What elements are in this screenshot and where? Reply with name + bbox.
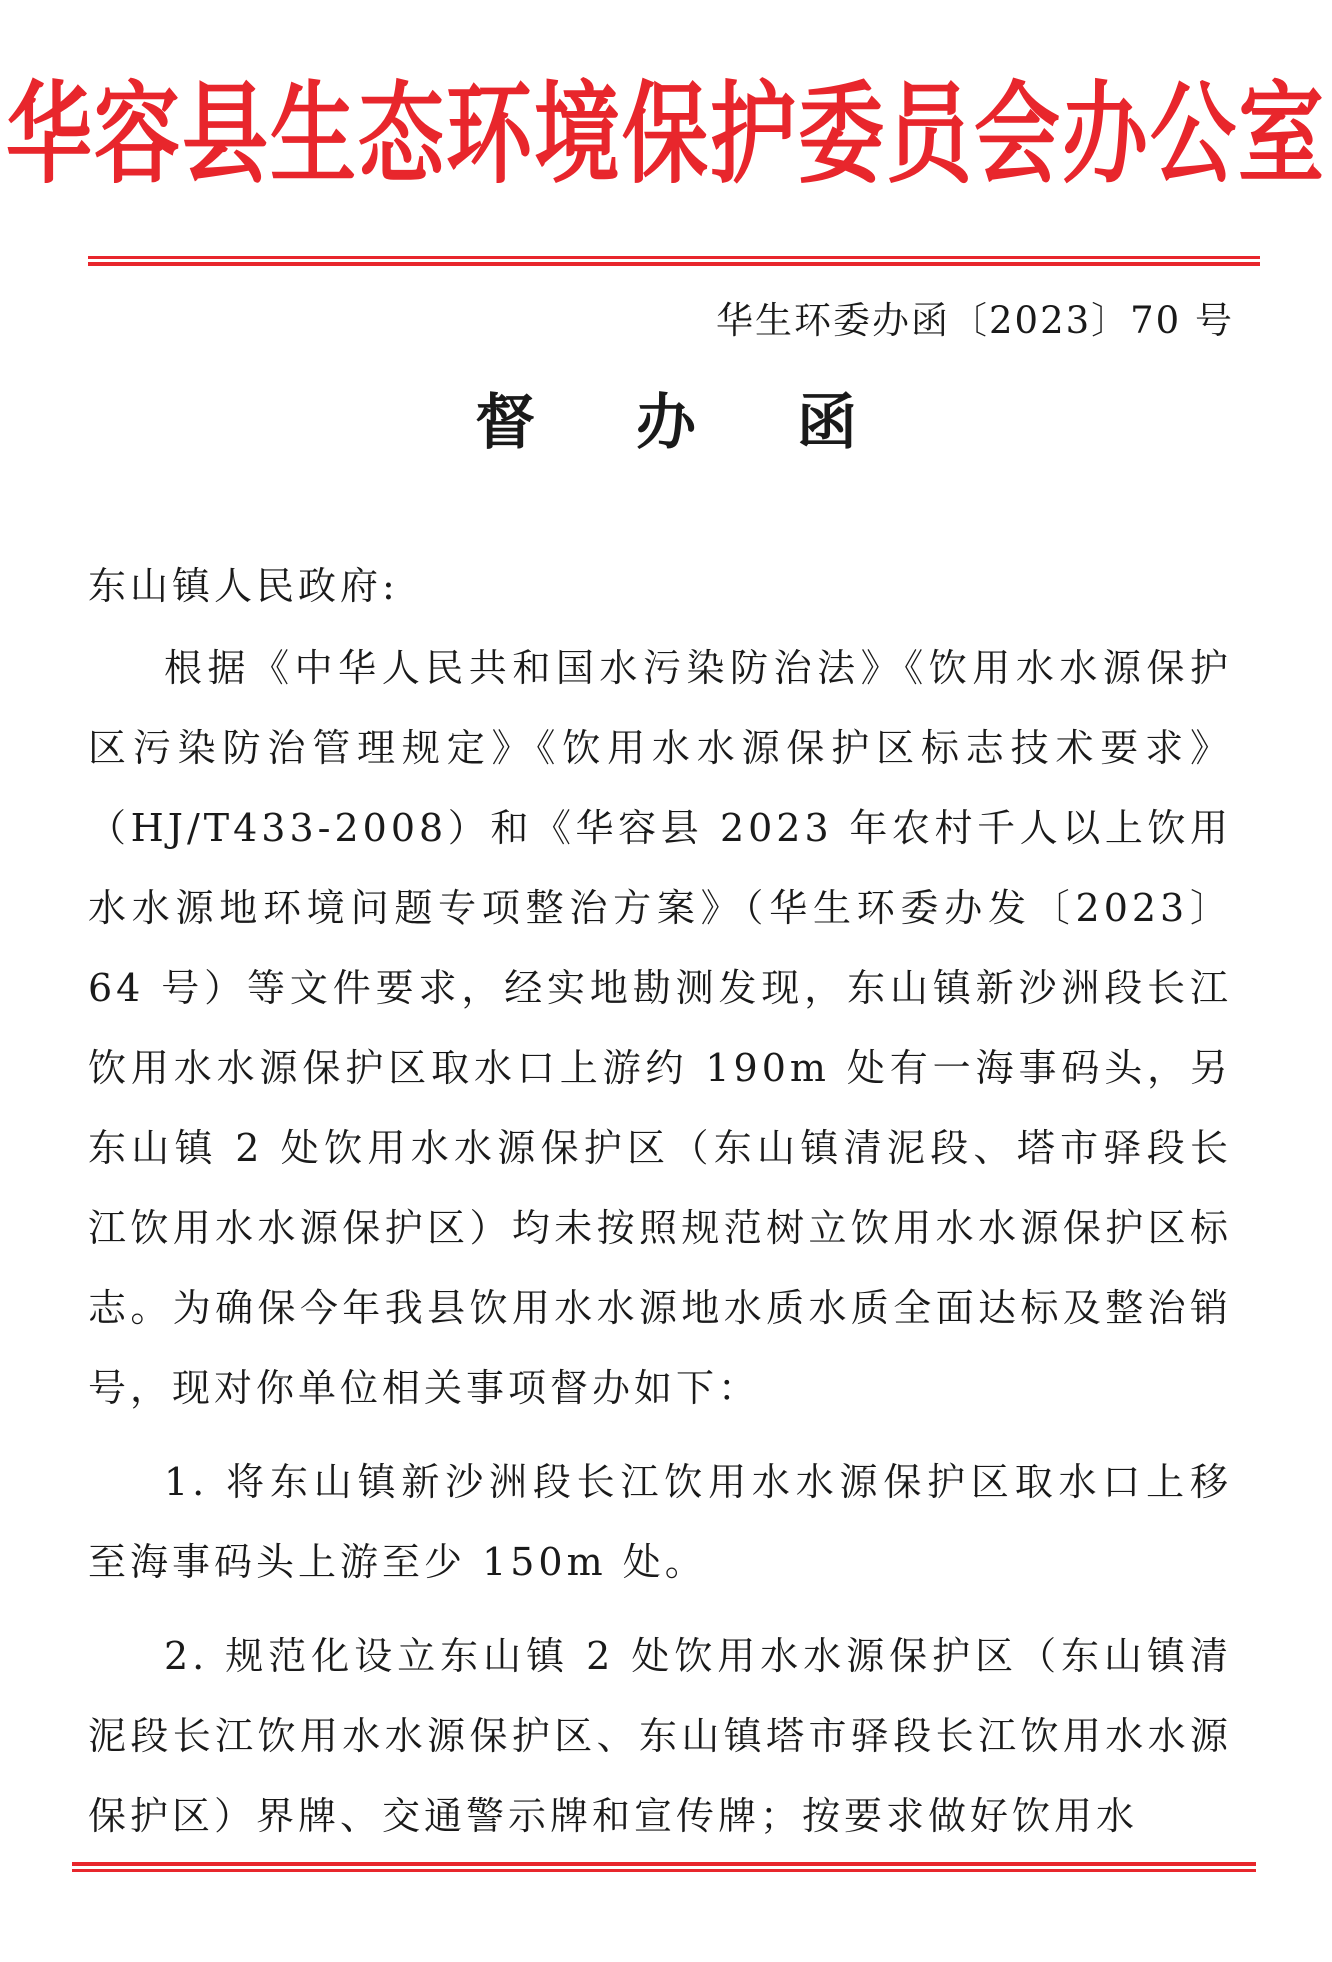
letterhead-org-name: 华容县生态环境保护委员会办公室 [6, 71, 1326, 200]
body-paragraph-item-2: 2. 规范化设立东山镇 2 处饮用水水源保护区（东山镇清泥段长江饮用水水源保护区、东山镇塔市驿段长江饮用水水源保护区）界牌、交通警示牌和宣传牌；按要求做好饮用水 [88, 1634, 1232, 1838]
document-body [88, 628, 1232, 1856]
letterhead-divider [88, 256, 1260, 266]
body-paragraph-item-1: 1. 将东山镇新沙洲段长江饮用水水源保护区取水口上移至海事码头上游至少 150m 处。 [88, 1460, 1232, 1584]
addressee: 东山镇人民政府: [88, 564, 399, 608]
footer-divider [72, 1862, 1256, 1872]
document-title: 督 办 函 [475, 388, 897, 458]
body-paragraph: 根据《中华人民共和国水污染防治法》《饮用水水源保护区污染防治管理规定》《饮用水水源保护区标志技术要求》（HJ/T433-2008）和《华容县 2023 年农村千人以上饮用水水源地环境问题专项整治方案》（华生环委办发〔2023〕64 号）等文件要求，经实地勘测发现，东山镇新沙洲段长江饮用水水源保护区取水口上游约 190m 处有一海事码头，另东山镇 2 处饮用水水源保护区（东山镇清泥段、塔市驿段长江饮用水水源保护区）均未按照规范树立饮用水水源保护区标志。为确保今年我县饮用水水源地水质水质全面达标及整治销号，现对你单位相关事项督办如下： [88, 646, 1232, 1410]
document-number: 华生环委办函〔2023〕70 号 [715, 299, 1234, 342]
